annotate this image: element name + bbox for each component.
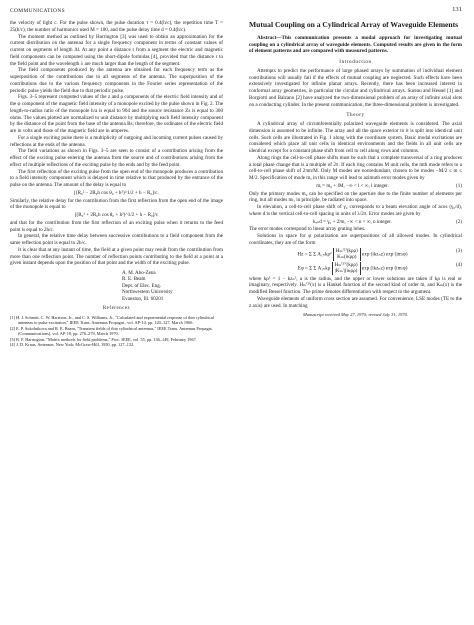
equation-rhs: exp (ikzₙz) exp (imₗφ) bbox=[361, 265, 408, 272]
equation-number: (3) bbox=[456, 247, 462, 254]
right-column bbox=[249, 20, 462, 319]
paragraph: In general, the relative time delay between successive contributions to a field component from the same reflection point is equal to 2h/c. bbox=[10, 233, 223, 246]
footnote: Manuscript received May 27, 1970; revised July 31, 1970. bbox=[302, 312, 408, 318]
paragraph: Figs. 3–5 represent computed values of the z and ρ components of the electric field intensity and of the φ component of the magnetic field intensity of a monopole excited by the pulse shown in Fig. 2. The length-to-radius ratio of the monopole h/a is equal to 904 and the source resistance Zs is equal to 300 ohms. The values plotted are normalized to unit distance by multiplying each field intensity component by the distance of the point from the base of the antenna Rs; therefore, the ordinates of the electric field are in volts and those of the magnetic field are in amperes. bbox=[10, 94, 223, 134]
paragraph: It is clear that at any instant of time, the field at a given point may result from the contribution from more than one reflection point. The number of reflection points contributing to the field at a point at a given instant depends upon the position of that point and the width of the exciting pulse. bbox=[10, 246, 223, 267]
matrix-top: Hₘ⁽²⁾(kρρ) bbox=[335, 247, 358, 254]
equation-matrix bbox=[333, 248, 361, 261]
references-heading: References bbox=[102, 306, 131, 312]
paragraph: In elevation, a cell-to-cell phase shift of γ₀ corresponds to a beam elevation angle of acos (γ₀/d), where d is the vertical cell-to-cell spacing in units of λ/2π. Error modes are given by bbox=[249, 204, 462, 217]
paragraph: Waveguide elements of uniform cross section are assumed. For convenience, LSE modes (TE to the z axis) are used. In matching bbox=[249, 295, 462, 309]
reference: [2] E. P. Sokolnikova and R. E. Beam, "Transient fields of thin cylindrical antennas," IEEE Trans. Antennas Propagat. (Communications), vol. AP-18, pp. 276–279, March 1970. bbox=[10, 325, 213, 337]
paragraph: Attempts to predict the performance of large phased arrays by summation of individual element contributions will usually fail if the effects of mutual coupling are neglected. Such effects have been extensively investigated for infinite planar arrays. Recently, there has been increased interest in conformal array geometries, in particular the circular and cylindrical arrays. Sureau and Hessel [1] and Borgiotti and Balzano [2] have analyzed the two-dimensional problem of an array of infinite axial slots on a conducting cylinder. In the present communication, the three-dimensional problem is investigated. bbox=[249, 67, 462, 108]
paragraph: The moment method as outlined by Harrington [3] was used to obtain an approximation for the current distribution on the antenna for a single frequency component in terms of constant values of current on segments of length Δl. At any point a distance r from a segment the electric and magnetic field components can be computed using the short-dipole formulas [4], provided that the distance r to the field point and the wavelength λ are much larger than the length of the segment. bbox=[10, 33, 223, 67]
paragraph: A cylindrical array of circumferentially polarized waveguide elements is considered. The axial dimension is assumed to be infinite. The array and all the space exterior to it is split into identical unit cells. Such cells are illustrated in Fig. 1 along with the coordinate system. Basic modal excitations are considered which place all unit cells in identical environments and the fields in all unit cells are identical except for a constant phase shift from cell to cell along rows and columns. bbox=[249, 121, 462, 155]
equation-3 bbox=[249, 248, 462, 261]
equation-number: (1) bbox=[456, 182, 462, 189]
author-name: R. E. Beam bbox=[122, 276, 146, 283]
paragraph: For a single exciting pulse there is a multiplicity of outgoing and incoming current pulses caused by reflections at the ends of the antenna. bbox=[10, 134, 223, 148]
equation-matrix bbox=[332, 262, 361, 275]
article-title: Mutual Coupling on a Cylindrical Array of Waveguide Elements bbox=[249, 20, 459, 29]
section-heading-introduction: Introduction bbox=[339, 59, 372, 66]
equation-lhs: Eφ = bbox=[297, 265, 308, 272]
equation-1 bbox=[249, 183, 462, 190]
author-name: A. M. Abo-Zena bbox=[122, 270, 156, 276]
paragraph: Only the primary modes m₀ can be specified on the aperture due to the finite number of elements per ring, but all modes mₗ, in principle, be radiated into space. bbox=[249, 190, 462, 204]
section-heading-theory: Theory bbox=[346, 112, 365, 119]
equation: [(R₀² − 2R₀h cos θ₀ + h²)^1/2 + h − R₀]/c. bbox=[74, 189, 159, 196]
matrix-top: Hₘ⁽²⁾′(kρρ) bbox=[334, 261, 358, 268]
running-header: COMMUNICATIONS bbox=[10, 8, 66, 14]
author-university: Northwestern University bbox=[122, 289, 173, 296]
abstract: Abstract—This communication presents a modal approach for investigating mutual coupling on a cylindrical array of waveguide elements. Computed results are given in the form of element patterns and are compared with measured patterns. bbox=[249, 35, 462, 55]
equation: [(R₀² + 2R₀h cos θ₀ + h²)^1/2 + h − R₀]/c bbox=[74, 212, 159, 218]
equation-number: (2) bbox=[456, 218, 462, 225]
reference: [4] J. D. Kraus, Antennas. New York: McGraw-Hill, 1950, pp. 127–132. bbox=[10, 342, 135, 348]
page-number: 131 bbox=[452, 6, 462, 13]
paragraph: where kρ² = 1 − kzₙ², a is the radius, and the upper or lower solutions are taken if kρ is real or imaginary, respectively. Hₘ⁽²⁾(x) is a Hankel function of the second kind of order m, and Kₘ(x) is the modified Bessel function. The prime denotes differentiation with respect to the argument. bbox=[249, 275, 462, 296]
equation-sum: Σ Σ A₁ₙkρ² bbox=[308, 251, 332, 258]
paragraph: The field components produced by the antenna are obtained for each frequency term as the superposition of the contributions due to all segments of the antenna. The superposition of the contributions due to the various frequency components in the Fourier series representation of the periodic pulse yields the field due to that periodic pulse. bbox=[10, 67, 223, 94]
paragraph: Solutions in space for φ polarization are superpositions of all allowed modes. In cylindrical coordinates, they are of the form bbox=[249, 233, 462, 246]
equation-body: kₓₙd = γ₀ + 2πn, −∞ < n < ∞, n integer. bbox=[313, 218, 392, 225]
equation-rhs: exp (ikzₙz) exp (imₗφ) bbox=[362, 251, 408, 258]
equation-lhs: Hz = bbox=[297, 251, 308, 258]
equation-body: mᵢ = m₀ + lM, −∞ < l < ∞, l integer. bbox=[316, 182, 389, 189]
equation-sum: Σ Σ A₁ₙkρ bbox=[309, 265, 331, 272]
left-column bbox=[10, 20, 223, 348]
reference: [1] H. J. Schmitt, C. W. Harrison, Jr., and C. S. Williams, Jr., "Calculated and experimental response of thin cylindrical antennas to pulse excitation," IEEE Trans. Antennas Propagat., vol. AP-14, pp. 120–127, March 1966. bbox=[10, 314, 215, 326]
paragraph: The field variations as shown in Figs. 3–5 are seen to consist of a contribution arising from the effect of the exciting pulse entering the antenna from the source and of contributions arising from the effect of multiple reflections of the exciting pulse by the ends and by the feed point. bbox=[10, 148, 223, 168]
equation-4 bbox=[249, 262, 462, 275]
equation-2 bbox=[249, 219, 462, 226]
author-dept: Dept. of Elec. Eng. bbox=[122, 282, 162, 289]
paragraph: The error modes correspond to linear array grating lobes. bbox=[249, 226, 366, 233]
equation-number: (4) bbox=[456, 261, 462, 268]
paragraph: the velocity of light c. For the pulse shown, the pulse duration τ = 0.4(h/c), the repetition time T = 25(h/c), the number of harmonics used M = 100, and the pulse delay time d = 0.4(h/c). bbox=[10, 20, 223, 33]
paragraph: Similarly, the relative delay for the contribution from the first reflection from the open end of the image of the monopole is equal to bbox=[10, 197, 223, 211]
matrix-bottom: Kₘ(iκρρ) bbox=[337, 254, 357, 261]
paragraph: The first reflection of the exciting pulse from the open end of the monopole produces a contribution to a field intensity component which is delayed in time relative to that produced by the entrance of the pulse on the antenna. The amount of the delay is equal to bbox=[10, 168, 223, 188]
reference: [3] R. F. Harrington, "Matrix methods for field problems," Proc. IEEE, vol. 55, pp. 136–149, February 1967. bbox=[10, 336, 197, 342]
paragraph: and that for the contribution from the first reflection of an exciting pulse when it returns to the feed point is equal to 2h/c. bbox=[10, 219, 223, 233]
matrix-bottom: |Kₘ′|(iκρρ) bbox=[334, 268, 358, 275]
paragraph: Along rings the cell-to-cell phase shifts must be such that a complete transversal of a ring produces a total phase change that is a multiple of 2π. If each ring contains M unit cells, the mth mode refers to a cell-to-cell phase shift of 2πm/M. Only M modes are nonredundant, chosen to be modes −M/2 ≤ m ≤ M/2. Specification of mode mₐ in this range will lead to azimuth error modes given by bbox=[249, 154, 462, 182]
author-block bbox=[122, 270, 223, 302]
author-city: Evanston, Ill. 60201 bbox=[122, 295, 164, 302]
